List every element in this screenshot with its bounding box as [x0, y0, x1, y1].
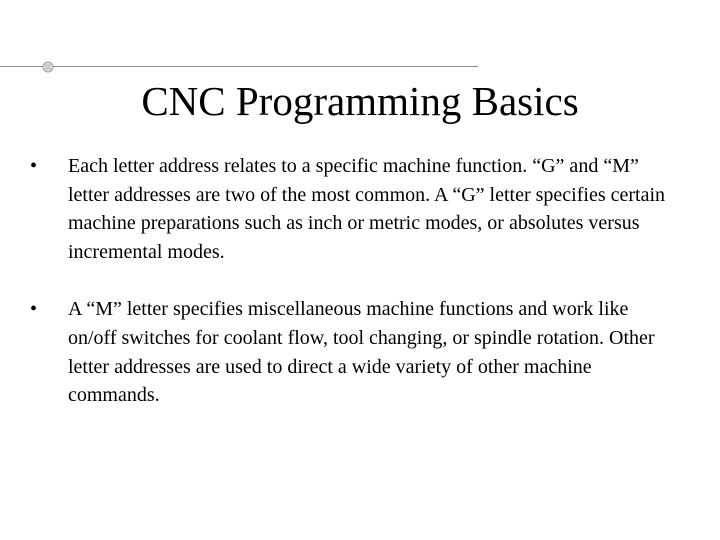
bullet-text: Each letter address relates to a specific machine function. “G” and “M” letter addresses are two of the most common. A “G” letter specifies certain machine preparations such as inch or metric modes, or absolutes versus incremental modes. [68, 155, 666, 263]
divider-ornament-icon [42, 61, 54, 73]
bullet-marker: • [30, 298, 38, 321]
bullet-marker: • [30, 155, 38, 177]
bullet-text: A “M” letter specifies miscellaneous machine functions and work like on/off switches for coolant flow, tool changing, or spindle rotation. Other letter addresses are used to direct a wide variety of other machine commands. [68, 298, 655, 407]
bullet-item [30, 152, 670, 266]
slide-title: CNC Programming Basics [141, 78, 579, 124]
bullet-item [30, 295, 670, 409]
bullet-list [30, 152, 670, 410]
title-divider-line [0, 66, 478, 67]
